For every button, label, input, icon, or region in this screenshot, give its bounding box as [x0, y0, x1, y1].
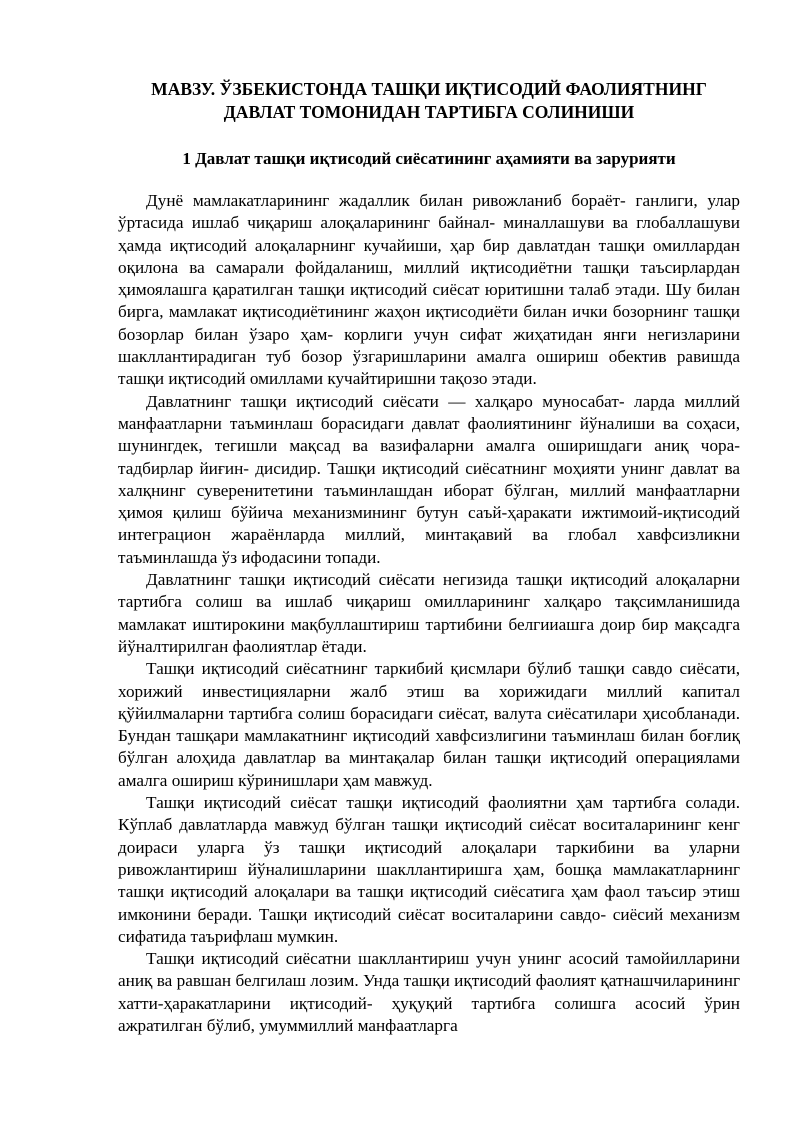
paragraph: Ташқи иқтисодий сиёсат ташқи иқтисодий фаолиятни ҳам тартибга солади. Кўплаб давлатларда мавжуд бўлган ташқи иқтисодий сиёсат воситаларининг кенг доираси уларга ўз ташқи иқтисодий алоқалари таркибини ва уларни ривожлантириш йўналишларини шакллантиришга ҳам, бошқа мамлакатларнинг ташқи иқтисодий алоқалари ва ташқи иқтисодий сиёсатига ҳам фаол таъсир этиш имконини беради. Ташқи иқтисодий сиёсат воситаларини савдо- сиёсий механизм сифатида таърифлаш мумкин.: [118, 793, 740, 946]
paragraph: Дунё мамлакатларининг жадаллик билан ривожланиб бораёт- ганлиги, улар ўртасида ишлаб чиқариш алоқаларининг байнал- миналлашуви ва глобаллашуви ҳамда иқтисодий алоқаларнинг кучайиши, ҳар бир давлатдан ташқи омиллардан оқилона ва самарали фойдаланиш, миллий иқтисодиётни ташқи таъсирлардан ҳимоялашга қаратилган ташқи иқтисодий сиёсат юритишни талаб этади. Шу билан бирга, мамлакат иқтисодиётининг жаҳон иқтисодиёти билан ички бозорнинг ташқи бозорлар билан ўзаро ҳам- корлиги учун сифат жиҳатидан янги негизларини шакллантирадиган туб бозор ўзгаришларини амалга ошириш обектив равишда ташқи иқтисодий омиллами кучайтиришни тақозо этади.: [118, 191, 740, 389]
paragraph: Давлатнинг ташқи иқтисодий сиёсати негизида ташқи иқтисодий алоқаларни тартибга солиш ва ишлаб чиқариш омилларининг халқаро тақсимланишида мамлакат иштирокини мақбуллаштириш тартибини белгииашга доир бир мақсадга йўналтирилган фаолиятлар ётади.: [118, 570, 740, 656]
document-page: [118, 78, 740, 1037]
document-title: [118, 78, 740, 124]
section-heading: 1 Давлат ташқи иқтисодий сиёсатининг аҳамияти ва зарурияти: [182, 149, 676, 168]
paragraph: Ташқи иқтисодий сиёсатнинг таркибий қисмлари бўлиб ташқи савдо сиёсати, хорижий инвестицияларни жалб этиш ва хорижидаги миллий капитал қўйилмаларни тартибга солиш борасидаги сиёсат, валута сиёсатилари ҳисобланади. Бундан ташқари мамлакатнинг иқтисодий хавфсизлигини таъминлаш билан боғлиқ бўлган алоҳида давлатлар ва минтақалар билан ташқи иқтисодий операциялами амалга ошириш кўринишлари ҳам мавжуд.: [118, 659, 740, 790]
title-line-1: МАВЗУ. ЎЗБЕКИСТОНДА ТАШҚИ ИҚТИСОДИЙ ФАОЛИЯТНИНГ: [151, 79, 707, 99]
paragraph: Ташқи иқтисодий сиёсатни шакллантириш учун унинг асосий тамойилларини аниқ ва равшан белгилаш лозим. Унда ташқи иқтисодий фаолият қатнашчиларининг хатти-ҳаракатларини иқтисодий- ҳуқуқий тартибга солишга асосий ўрин ажратилган бўлиб, умуммиллий манфаатларга: [118, 949, 740, 1035]
paragraph: Давлатнинг ташқи иқтисодий сиёсати — халқаро муносабат- ларда миллий манфаатларни таъминлаш борасидаги давлат фаолиятининг йўналиши ва соҳаси, шунингдек, тегишли мақсад ва вазифаларни амалга оширишдаги аниқ чора-тадбирлар йиғин- дисидир. Ташқи иқтисодий сиёсатнинг моҳияти унинг давлат ва халқнинг суверенитетини таъминлашдан иборат бўлган, миллий манфаатларни ҳимоя қилиш бўйича механизмининг бутун саъй-ҳаракати ижтимоий-иқтисодий интеграцион жараёнларда миллий, минтақавий ва глобал хавфсизликни таъминлашда ўз ифодасини топади.: [118, 391, 740, 567]
title-line-2: ДАВЛАТ ТОМОНИДАН ТАРТИБГА СОЛИНИШИ: [223, 102, 635, 122]
